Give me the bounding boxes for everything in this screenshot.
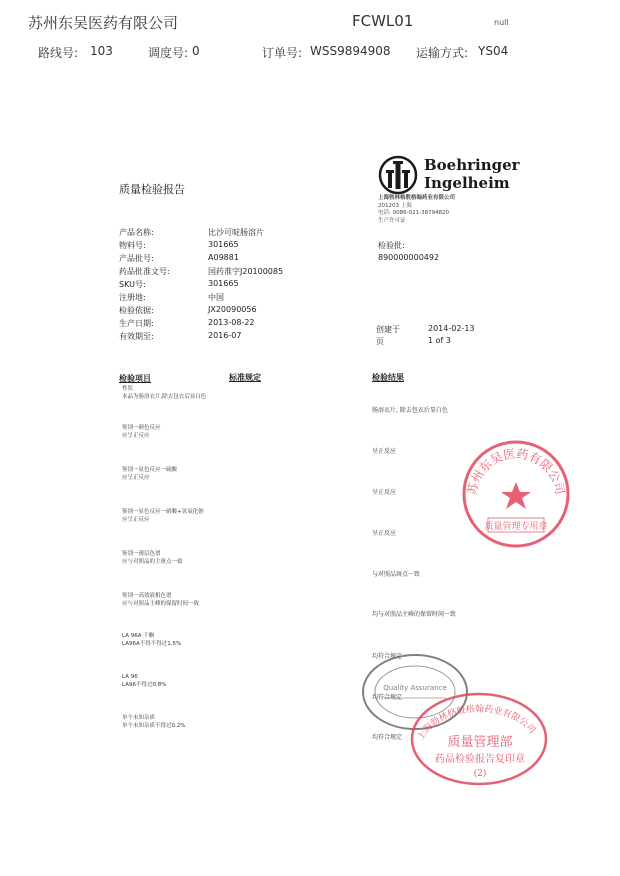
report-title: 质量检验报告 <box>119 183 185 196</box>
test-standard: 单个未知杂质不得过0.2% <box>122 722 186 729</box>
svg-text:Quality Assurance: Quality Assurance <box>383 684 447 692</box>
field-value: 2013-08-22 <box>208 318 255 327</box>
test-row <box>122 633 181 648</box>
issuer-line-2: 201203 上海 <box>378 202 412 209</box>
test-row <box>122 467 177 482</box>
test-item: 鉴别一薄层色谱 <box>122 551 161 557</box>
form-code: FCWL01 <box>352 12 414 30</box>
test-result: 均与对照品主峰的保留时间一致 <box>372 611 457 618</box>
test-row <box>122 715 185 730</box>
test-row <box>122 593 199 608</box>
svg-text:(2): (2) <box>473 769 487 779</box>
column-header-standard: 标准规定 <box>229 373 261 382</box>
field-value: A09881 <box>208 253 239 262</box>
test-standard: LA96不得过0.8% <box>122 681 167 688</box>
issuer-address <box>378 195 455 225</box>
created-value: 2014-02-13 <box>428 324 475 333</box>
test-row <box>122 386 206 401</box>
transport-label: 运输方式: <box>416 46 469 60</box>
test-item: 单个未知杂质 <box>122 715 156 721</box>
route-label: 路线号: <box>38 46 79 60</box>
test-row <box>122 509 204 524</box>
transport-value: YS04 <box>478 44 509 58</box>
test-result: 均符合规定 <box>372 734 403 741</box>
test-result: 均符合规定 <box>372 653 403 660</box>
field-label: 检验依据: <box>119 306 154 315</box>
test-item: LA 96A 千酮 <box>122 633 155 639</box>
test-row <box>122 551 183 566</box>
batch-value: 890000000492 <box>378 253 440 262</box>
svg-text:苏州东吴医药有限公司: 苏州东吴医药有限公司 <box>464 446 568 497</box>
test-item: 鉴别一显色反应一硝酸+氢氧化钠 <box>122 509 204 515</box>
field-value: 国药准字J20100085 <box>208 267 284 276</box>
test-result: 均符合规定 <box>372 694 403 701</box>
field-label: 有效期至: <box>119 332 154 341</box>
test-result: 呈正反应 <box>372 530 397 537</box>
column-header-item: 检验项目 <box>119 374 151 383</box>
test-item: LA 96 <box>122 674 138 680</box>
field-label: 生产日期: <box>119 319 154 328</box>
test-standard: 本品为肠溶衣片,除去包衣后显白色 <box>122 393 207 400</box>
company-logo <box>378 155 518 197</box>
batch-label: 检验批: <box>378 241 405 250</box>
test-result: 与对照品斑点一致 <box>372 571 421 578</box>
order-label: 订单号: <box>262 46 303 60</box>
field-label: 物料号: <box>119 241 146 250</box>
test-standard: LA96A不得不得过1.5% <box>122 640 182 647</box>
field-label: SKU号: <box>119 280 146 289</box>
issuer-line-3: 电话: 0086-021-38794820 <box>378 210 450 216</box>
field-label: 注册地: <box>119 293 146 302</box>
test-standard: 应呈正反应 <box>122 516 150 523</box>
field-value: 301665 <box>208 240 239 249</box>
field-label: 产品批号: <box>119 254 154 263</box>
page-label: 页 <box>376 337 384 346</box>
issuer-line-4: 生产许可证 <box>378 217 406 224</box>
field-value: 2016-07 <box>208 331 242 340</box>
test-result: 呈正反应 <box>372 448 397 455</box>
test-row <box>122 425 161 440</box>
field-value: JX20090056 <box>208 305 257 314</box>
field-value: 比沙可啶肠溶片 <box>208 228 264 237</box>
svg-text:上海勃林格殷格翰药业有限公司: 上海勃林格殷格翰药业有限公司 <box>415 704 538 743</box>
test-standard: 应与对照品的主斑点一致 <box>122 558 183 565</box>
route-value: 103 <box>90 44 113 58</box>
test-result: 呈正反应 <box>372 489 397 496</box>
issuer-line-1: 上海勃林格殷格翰药业有限公司 <box>378 195 456 201</box>
test-standard: 应与对照品主峰的保留时间一致 <box>122 600 200 607</box>
test-item: 鉴别一显色反应一硫酸 <box>122 467 178 473</box>
field-label: 产品名称: <box>119 228 154 237</box>
company-seal-stamp <box>460 438 572 550</box>
test-item: 性状 <box>122 386 134 392</box>
logo-line-2: Ingelheim <box>424 174 510 192</box>
test-standard: 应呈正反应 <box>122 432 150 439</box>
null-label: null <box>494 18 509 27</box>
svg-text:质量管理专用章: 质量管理专用章 <box>484 522 548 532</box>
test-result: 肠溶衣片, 除去包衣后显白色 <box>372 407 448 414</box>
test-item: 鉴别一高效液相色谱 <box>122 593 172 599</box>
test-row <box>122 674 166 689</box>
company-name: 苏州东吴医药有限公司 <box>28 14 179 32</box>
field-label: 药品批准文号: <box>119 267 170 276</box>
logo-line-1: Boehringer <box>424 156 520 174</box>
test-item: 鉴别一颜色反应 <box>122 425 161 431</box>
field-value: 301665 <box>208 279 239 288</box>
order-value: WSS9894908 <box>310 44 391 58</box>
svg-text:质量管理部: 质量管理部 <box>447 735 513 750</box>
boehringer-logo-icon <box>378 155 418 195</box>
dispatch-label: 调度号: <box>148 46 189 60</box>
test-standard: 应呈正反应 <box>122 474 150 481</box>
created-label: 创建于 <box>376 325 400 334</box>
svg-text:药品检验报告复印章: 药品检验报告复印章 <box>435 754 525 765</box>
qa-department-stamp <box>408 690 550 788</box>
column-header-result: 检验结果 <box>372 373 404 382</box>
field-value: 中国 <box>208 293 224 302</box>
dispatch-value: 0 <box>192 44 200 58</box>
page-value: 1 of 3 <box>428 336 451 345</box>
